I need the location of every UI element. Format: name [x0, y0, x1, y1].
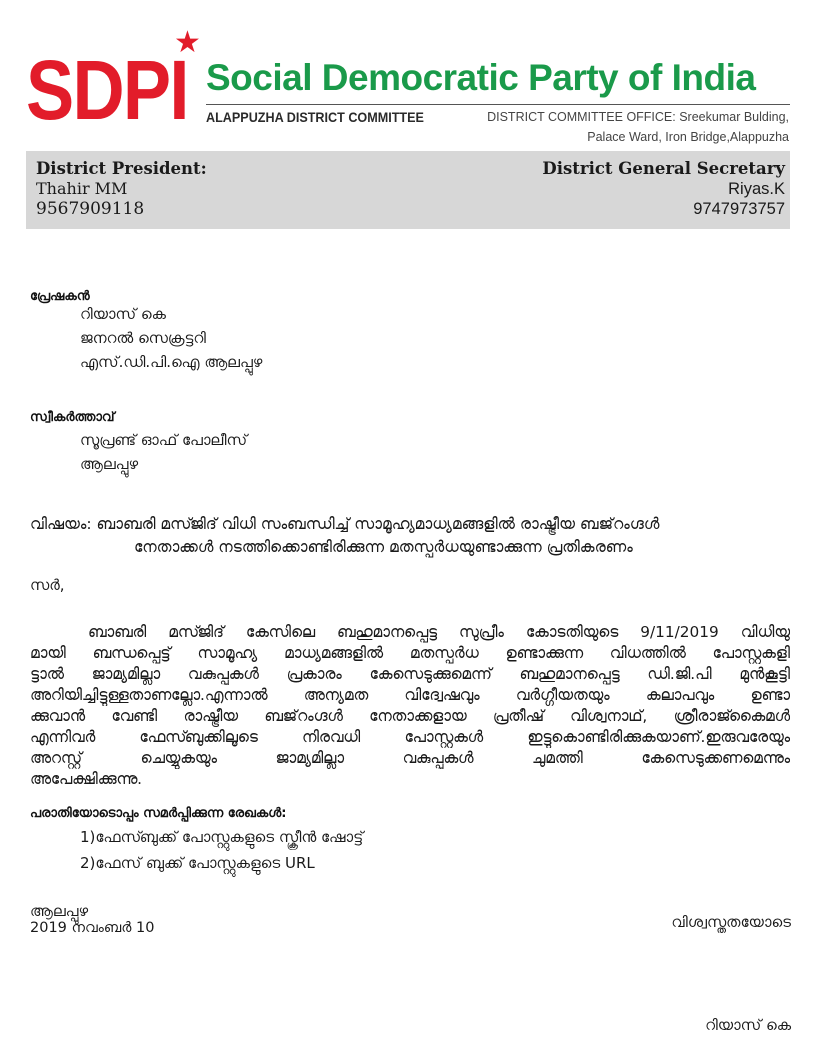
- president-phone: 9567909118: [36, 199, 145, 219]
- from-line: റിയാസ് കെ: [80, 305, 166, 323]
- header-divider: [206, 104, 790, 105]
- body-line: ബാബരി മസ്ജിദ് കേസിലെ ബഹുമാനപ്പെട്ട സുപ്രീം കോടതിയുടെ 9/11/2019 വിധിയു: [88, 623, 790, 641]
- office-address: [449, 107, 789, 147]
- sdpi-logo: [26, 25, 201, 140]
- from-line: എസ്.ഡി.പി.ഐ ആലപ്പുഴ: [80, 353, 263, 371]
- to-label: സ്വീകർത്താവ്: [30, 410, 115, 425]
- party-name: Social Democratic Party of India: [206, 57, 756, 98]
- secretary-phone: 9747973757: [693, 200, 785, 218]
- from-label: പ്രേഷകൻ: [30, 289, 90, 304]
- logo-text: SDPI: [26, 43, 188, 137]
- star-icon: ★: [174, 25, 201, 60]
- body-line: അറിയിച്ചിട്ടുള്ളതാണല്ലോ.എന്നാൽ അന്യമത വിദ്വേഷവും വർഗ്ഗീയതയും കലാപവും ഉണ്ടാ: [30, 686, 790, 704]
- president-name: Thahir MM: [36, 179, 128, 198]
- attachments-list: [80, 824, 363, 876]
- letter-body: [30, 622, 790, 790]
- secretary-role: District General Secretary: [542, 159, 785, 178]
- attachment-item: 2)ഫേസ് ബുക്ക് പോസ്റ്റുകളുടെ URL: [80, 854, 315, 872]
- body-line: അറസ്റ്റ് ചെയ്യുകയും ജാമ്യമില്ലാ വകുപ്പുകൾ ചുമത്തി കേസെടുക്കണമെന്നും: [30, 749, 790, 767]
- from-address: [80, 302, 262, 374]
- committee-name: ALAPPUZHA DISTRICT COMMITTEE: [206, 109, 424, 125]
- closing: വിശ്വസ്തതയോടെ: [671, 913, 791, 931]
- place: ആലപ്പുഴ: [30, 902, 89, 920]
- office-address-line-1: DISTRICT COMMITTEE OFFICE: Sreekumar Bulding,: [487, 110, 789, 124]
- body-line: ട്ടാൽ ജാമ്യമില്ലാ വകുപ്പുകൾ പ്രകാരം കേസെടുക്കുമെന്ന് ബഹുമാനപ്പെട്ട ഡി.ജി.പി മുൻകൂട്ടി: [30, 665, 790, 683]
- body-line: അപേക്ഷിക്കുന്നു.: [30, 770, 143, 788]
- district-general-secretary: [542, 159, 785, 219]
- date: 2019 നവംബർ 10: [30, 920, 155, 936]
- body-line: മായി ബന്ധപ്പെട്ട് സാമൂഹ്യ മാധ്യമങ്ങളിൽ മതസ്പർധ ഉണ്ടാക്കുന്ന വിധത്തിൽ പോസ്റ്റുകളി: [30, 644, 790, 662]
- body-line: എന്നിവർ ഫേസ്ബുക്കിലൂടെ നിരവധി പോസ്റ്റുകൾ ഇട്ടുകൊണ്ടിരിക്കുകയാണ്.ഇരുവരേയും: [30, 728, 790, 746]
- attachment-item: 1)ഫേസ്ബുക്ക് പോസ്റ്റുകളുടെ സ്ക്രീൻ ഷോട്ട്: [80, 828, 364, 846]
- subject-line-1: വിഷയം: ബാബരി മസ്ജിദ് വിധി സംബന്ധിച്ച് സാമൂഹ്യമാധ്യമങ്ങളിൽ രാഷ്ട്രീയ ബജ്‌റംഗ്ദൾ: [30, 515, 660, 533]
- district-president: [36, 159, 207, 219]
- attachments-label: പരാതിയോടൊപ്പം സമർപ്പിക്കുന്ന രേഖകൾ:: [30, 806, 287, 821]
- secretary-name: Riyas.K: [728, 180, 785, 198]
- to-line: സൂപ്രണ്ട് ഓഫ് പോലീസ്: [80, 431, 248, 449]
- signature-name: റിയാസ് കെ: [705, 1016, 791, 1034]
- president-role: District President:: [36, 159, 207, 178]
- body-line: ക്കുവാൻ വേണ്ടി രാഷ്ട്രീയ ബജ്‌റംഗ്ദൾ നേതാക്കളായ പ്രതീഷ് വിശ്വനാഥ്, ശ്രീരാജ്കൈമൾ: [30, 707, 790, 725]
- salutation: സർ,: [30, 576, 65, 594]
- to-address: [80, 428, 247, 476]
- from-line: ജനറൽ സെക്രട്ടറി: [80, 329, 206, 347]
- subject-line-2: നേതാക്കൾ നടത്തിക്കൊണ്ടിരിക്കുന്ന മതസ്പർധയുണ്ടാക്കുന്ന പ്രതികരണം: [134, 538, 633, 556]
- to-line: ആലപ്പുഴ: [80, 455, 139, 473]
- officers-band: [26, 151, 790, 229]
- office-address-line-2: Palace Ward, Iron Bridge,Alappuzha: [587, 130, 789, 144]
